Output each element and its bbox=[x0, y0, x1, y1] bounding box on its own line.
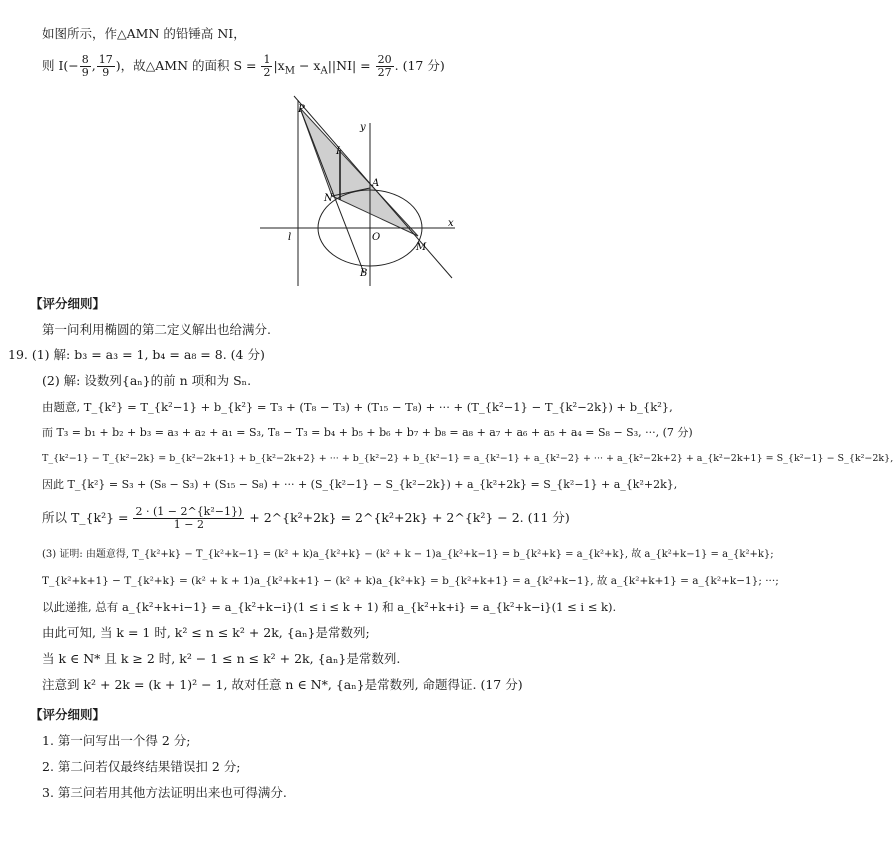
q19-line-4: 而 T₃ = b₁ + b₂ + b₃ = a₃ + a₂ + a₁ = S₃, T₈ − T₃ = b₄ + b₅ + b₆ + b₇ + b₈ = a₈ + a₇ + a₆ + a₅ + a₄ = S₈ − S₃, ···, (7 分) bbox=[42, 426, 693, 439]
label-P: P bbox=[298, 104, 305, 115]
label-x: x bbox=[448, 218, 454, 229]
text-frag: − x bbox=[294, 58, 321, 73]
rubric-item: 3. 第三问若用其他方法证明出来也可得满分. bbox=[42, 785, 287, 800]
frac-den: 9 bbox=[102, 66, 110, 79]
frac-num: 8 bbox=[81, 53, 89, 66]
fraction bbox=[376, 54, 394, 79]
q19-line-12: 当 k ∈ N* 且 k ≥ 2 时, k² − 1 ≤ n ≤ k² + 2k, {aₙ}是常数列. bbox=[42, 651, 401, 666]
text-frag: 所以 T_{k²} = bbox=[42, 510, 129, 525]
label-N: N bbox=[324, 193, 333, 204]
frac-num: 2 · (1 − 2^{k²−1}) bbox=[135, 505, 243, 518]
frac-num: 17 bbox=[98, 53, 113, 66]
label-I: I bbox=[336, 146, 340, 157]
q19-line-1: 19. (1) 解: b₃ = a₃ = 1, b₄ = a₈ = 8. (4 分) bbox=[8, 347, 265, 362]
q19-line-5: T_{k²−1} − T_{k²−2k} = b_{k²−2k+1} + b_{k²−2k+2} + ··· + b_{k²−2} + b_{k²−1} = a_{k²−1} + a_{k²−2} + ··· + a_{k²−2k+2} + a_{k²−2k+1} = S_{k²−1} − S_{k²−2k}, bbox=[42, 453, 893, 464]
q19-line-6: 因此 T_{k²} = S₃ + (S₈ − S₃) + (S₁₅ − S₈) + ··· + (S_{k²−1} − S_{k²−2k}) + a_{k²+2k} = S_{k²−1} + a_{k²+2k}, bbox=[42, 478, 678, 491]
q19-line-2: (2) 解: 设数列{aₙ}的前 n 项和为 Sₙ. bbox=[42, 373, 252, 388]
text-frag: |x bbox=[273, 58, 285, 73]
subscript: M bbox=[284, 65, 295, 77]
q19-line-3: 由题意, T_{k²} = T_{k²−1} + b_{k²} = T₃ + (T₈ − T₃) + (T₁₅ − T₈) + ··· + (T_{k²−1} − T_{k²−2k}) + b_{k²}, bbox=[42, 400, 673, 414]
text-line-2: 则 I(− $\frac{8}{9}$ , $\frac{17}{9}$ )，故△AMN 的面积 S = $\frac{1}{2}$ $|x_M - x_A||NI|$ = $\frac{20}{27}$ . (17 分) bbox=[42, 53, 445, 79]
rubric-title-1: 【评分细则】 bbox=[30, 296, 106, 311]
q19-line-11: 由此可知, 当 k = 1 时, k² ≤ n ≤ k² + 2k, {aₙ}是常数列; bbox=[42, 625, 370, 640]
text-frag: . (17 分) bbox=[394, 58, 445, 73]
q19-line-10: 以此递推, 总有 a_{k²+k+i−1} = a_{k²+k−i}(1 ≤ i ≤ k + 1) 和 a_{k²+k+i} = a_{k²+k−i}(1 ≤ i ≤ k). bbox=[42, 600, 617, 614]
label-l: l bbox=[288, 232, 292, 243]
text-frag: + 2^{k²+2k} = 2^{k²+2k} + 2^{k²} − 2. (11 分) bbox=[249, 510, 570, 525]
label-B: B bbox=[360, 268, 368, 279]
frac-den: 27 bbox=[377, 66, 392, 79]
rubric-title-2: 【评分细则】 bbox=[30, 707, 106, 722]
q19-line-9: T_{k²+k+1} − T_{k²+k} = (k² + k + 1)a_{k²+k+1} − (k² + k)a_{k²+k} = b_{k²+k+1} = a_{k²+k−1}, 故 a_{k²+k+1} = a_{k²+k−1}; ···; bbox=[42, 575, 779, 587]
shaded-triangle bbox=[300, 108, 418, 236]
geometry-figure bbox=[260, 88, 460, 288]
frac-num: 20 bbox=[377, 53, 392, 66]
q19-line-13: 注意到 k² + 2k = (k + 1)² − 1, 故对任意 n ∈ N*, {aₙ}是常数列, 命题得证. (17 分) bbox=[42, 677, 523, 692]
q19-line-8: (3) 证明: 由题意得, T_{k²+k} − T_{k²+k−1} = (k² + k)a_{k²+k} − (k² + k − 1)a_{k²+k−1} = b_{k²+k} = a_{k²+k}, 故 a_{k²+k−1} = a_{k²+k}; bbox=[42, 549, 774, 560]
rubric-text-1: 第一问利用椭圆的第二定义解出也给满分. bbox=[42, 322, 271, 337]
frac-den: 9 bbox=[81, 66, 89, 79]
text-frag: ||NI| = bbox=[327, 58, 371, 73]
rubric-item: 1. 第一问写出一个得 2 分; bbox=[42, 733, 191, 748]
subscript: A bbox=[320, 65, 328, 77]
text-frag: 则 I( bbox=[42, 58, 69, 73]
label-y: y bbox=[360, 122, 366, 133]
label-O: O bbox=[372, 232, 381, 243]
rubric-item: 2. 第二问若仅最终结果错误扣 2 分; bbox=[42, 759, 241, 774]
fraction bbox=[80, 54, 91, 79]
frac-den: 1 − 2 bbox=[173, 518, 204, 531]
frac-den: 2 bbox=[263, 66, 271, 79]
fraction bbox=[133, 506, 244, 531]
frac-num: 1 bbox=[263, 53, 271, 66]
label-A: A bbox=[372, 178, 380, 189]
q19-line-7 bbox=[42, 506, 711, 531]
text-frag: )，故△AMN 的面积 S = bbox=[115, 58, 257, 73]
fraction bbox=[261, 54, 272, 79]
label-M: M bbox=[416, 242, 427, 253]
fraction bbox=[97, 54, 115, 79]
text-line-1: 如图所示，作△AMN 的铅锤高 NI， bbox=[42, 26, 246, 41]
